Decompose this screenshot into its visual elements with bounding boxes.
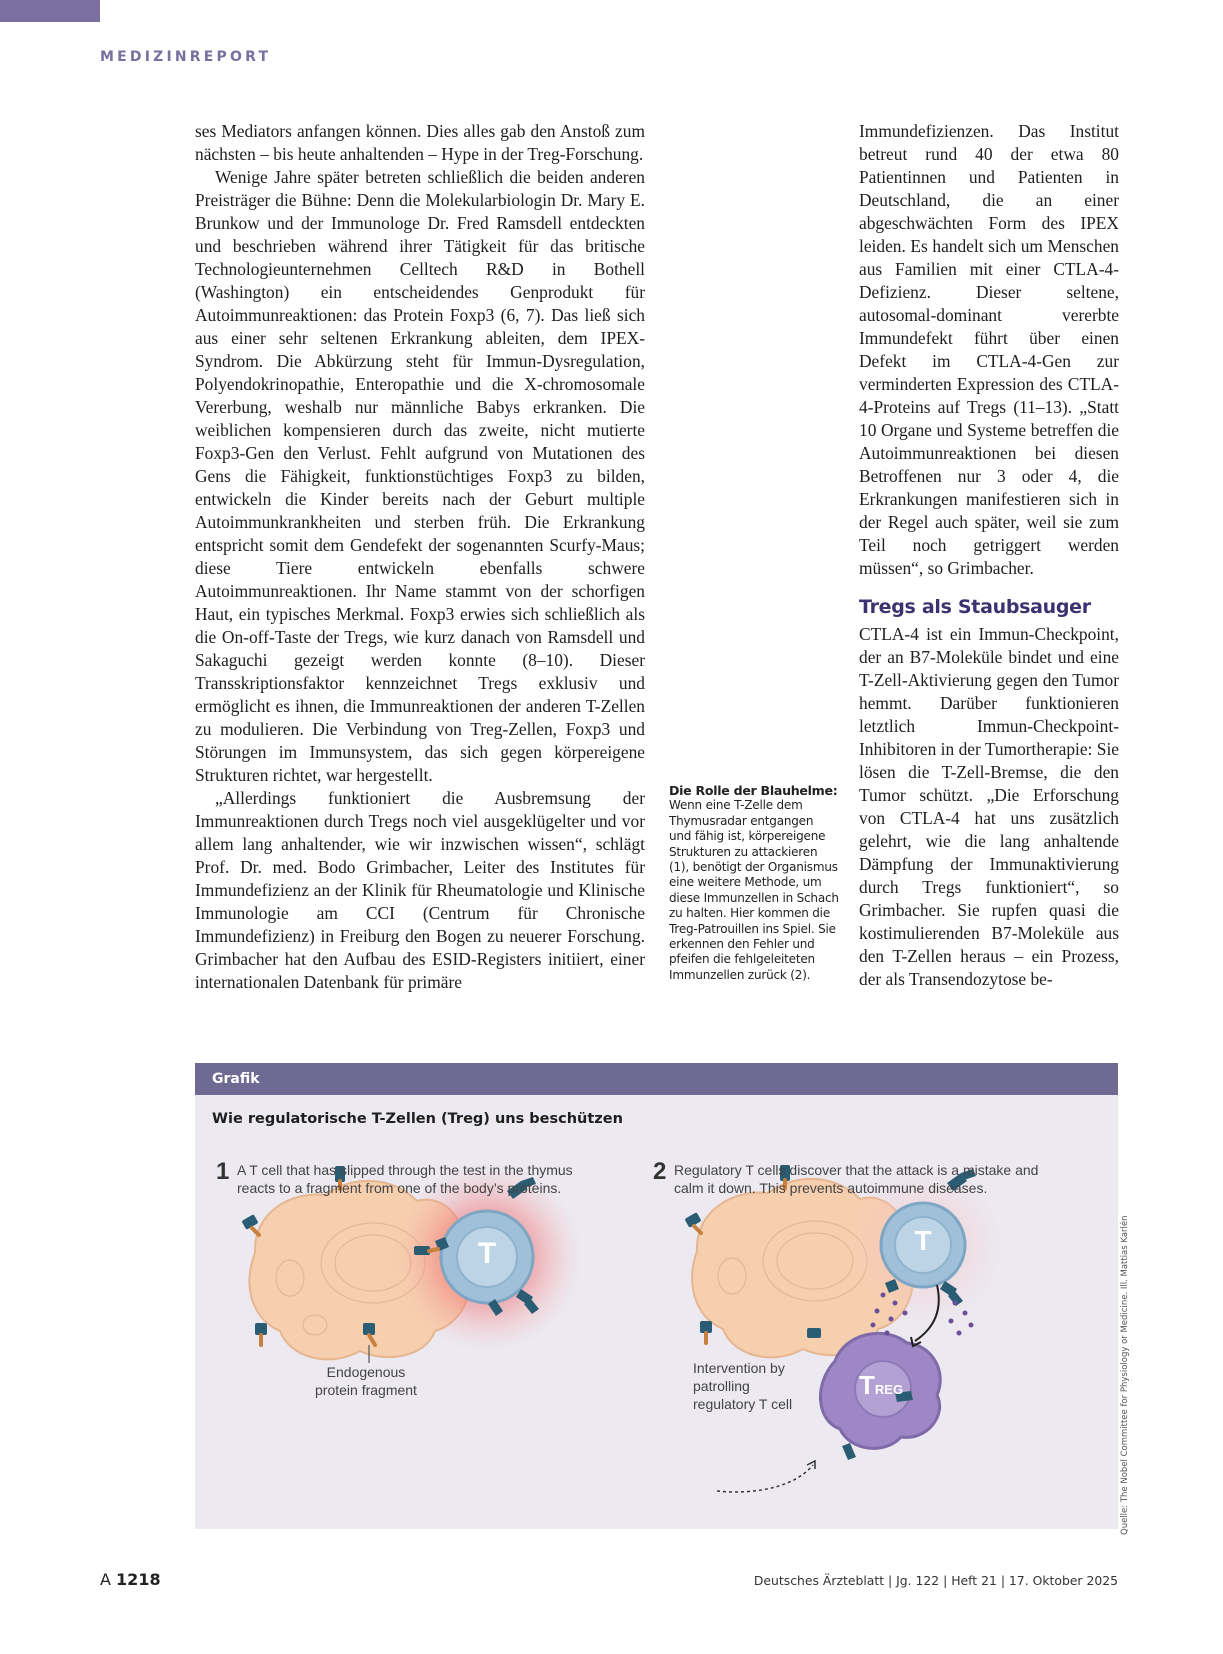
paragraph: Wenige Jahre später betreten schließlich die beiden anderen Preisträger die Bühne: Denn die Molekularbiologin Dr. Mary E. Brunkow und der Immunologe Dr. Fred Ramsdell entdeckten und beschrieben während ihrer Tätigkeit für das britische Technologieunternehmen Celltech R&D in Bothell (Washington) ein entscheidendes Genprodukt für Autoimmunreaktionen: das Protein Foxp3 (6, 7). Das ließ sich aus einer sehr seltenen Erkrankung ableiten, dem IPEX-Syndrom. Die Abkürzung steht für Immun-Dysregulation, Polyendokrinopathie, Enteropathie und die X-chromosomale Vererbung, weshalb nur männliche Babys erkranken. Die weiblichen kompensieren durch das zweite, nicht mutierte Foxp3-Gen den Verlust. Fehlt aufgrund von Mutationen des Gens die Fähigkeit, funktionstüchtiges Foxp3 zu bilden, entwickeln die Kinder bereits nach der Geburt multiple Autoimmunkrankheiten und sterben früh. Die Erkrankung entspricht somit dem Gendefekt der sogenannten Scurfy-Maus; diese Tiere entwickeln ebenfalls schwere Autoimmunreaktionen. Ihr Name stammt von der schorfigen Haut, ein typisches Merkmal. Foxp3 erwies sich schließlich als die On-off-Taste der Tregs, wie kurz danach von Ramsdell und Sakaguchi gezeigt werden konnte (8–10). Dieser Transskriptionsfaktor kennzeichnet Tregs exklusiv und ermöglicht es ihnen, die Immunreaktionen der anderen T-Zellen zu modulieren. Die Verbindung von Treg-Zellen, Foxp3 und Störungen im Immunsystem, das sich gegen körpereigene Strukturen richtet, war hergestellt. xyxy=(195,167,645,785)
step-1-line: reacts to a fragment from one of the body’s proteins. xyxy=(237,1180,562,1196)
fragment-label-line: protein fragment xyxy=(315,1382,417,1398)
figure-title: Wie regulatorische T-Zellen (Treg) uns beschützen xyxy=(212,1111,623,1127)
intervention-label xyxy=(693,1359,792,1413)
step-1-text xyxy=(237,1161,573,1197)
paragraph: ses Mediators anfangen können. Dies alles gab den Anstoß zum nächsten – bis heute anhaltenden – Hype in der Treg-Forschung. xyxy=(195,121,645,164)
treg-label xyxy=(859,1370,903,1401)
step-2-line: calm it down. This prevents autoimmune diseases. xyxy=(674,1180,988,1196)
subheading: Tregs als Staubsauger xyxy=(859,596,1091,618)
section-label: MEDIZINREPORT xyxy=(100,49,272,65)
journal-info: Deutsches Ärzteblatt | Jg. 122 | Heft 21 | 17. Oktober 2025 xyxy=(753,1573,1118,1588)
caption-title: Die Rolle der Blauhelme: xyxy=(669,783,838,798)
page-number xyxy=(100,1570,161,1589)
illustration xyxy=(195,1063,1118,1529)
treg-subscript: REG xyxy=(874,1382,904,1397)
fragment-label xyxy=(315,1363,417,1399)
step-1-line: A T cell that has slipped through the test in the thymus xyxy=(237,1162,573,1178)
page-number-value: 1218 xyxy=(116,1570,161,1589)
intervention-label-line: Intervention by xyxy=(693,1360,785,1376)
page-prefix: A xyxy=(100,1570,111,1589)
figure-panel xyxy=(195,1063,1118,1529)
paragraph: CTLA-4 ist ein Immun-Checkpoint, der an B7-Moleküle bindet und eine T-Zell-Aktivierung gegen den Tumor hemmt. Darüber funktionieren letztlich Immun-Checkpoint-Inhibitoren in der Tumortherapie: Sie lösen die T-Zell-Bremse, die den Tumor schützt. „Die Erforschung von CTLA-4 hat uns zusätzlich gelehrt, wie die lang anhaltende Dämpfung der Immunaktivierung durch Tregs funktioniert“, so Grimbacher. Sie rupfen quasi die kostimulierenden B7-Moleküle aus den T-Zellen heraus – ein Prozess, der als Transendozytose be- xyxy=(859,624,1119,989)
t-cell-label: T xyxy=(477,1237,497,1270)
step-2-number: 2 xyxy=(653,1158,667,1185)
left-text-column xyxy=(195,120,645,994)
fragment-label-line: Endogenous xyxy=(326,1364,406,1380)
paragraph: „Allerdings funktioniert die Ausbremsung der Immunreaktionen durch Tregs noch viel ausgeklügelter und vor allem lang anhaltender, wie wir inzwischen wissen“, schlägt Prof. Dr. med. Bodo Grimbacher, Leiter des Institutes für Immundefizienz an der Klinik für Rheumatologie und Klinische Immunologie am CCI (Centrum für Chronische Immundefizienz) in Freiburg den Bogen zu neuerer Forschung. Grimbacher hat den Aufbau des ESID-Registers initiiert, einer internationalen Datenbank für primäre xyxy=(195,788,645,992)
figure-bar: Grafik xyxy=(195,1063,1118,1095)
panel-2-illustration xyxy=(684,1165,1003,1492)
source-credit-text: Quelle: The Nobel Committee for Physiology or Medicine. Ill. Mattias Karlén xyxy=(1120,1215,1130,1535)
step-1-number: 1 xyxy=(216,1158,230,1185)
treg-letter: T xyxy=(859,1370,875,1400)
t-cell-label: T xyxy=(914,1225,932,1256)
intervention-label-line: patrolling xyxy=(693,1378,750,1394)
intervention-label-line: regulatory T cell xyxy=(693,1396,793,1412)
corner-accent-bar xyxy=(0,0,100,22)
figure-caption xyxy=(669,783,839,983)
source-credit xyxy=(1118,1215,1140,1535)
right-text-column xyxy=(859,120,1119,991)
paragraph: Immundefizienzen. Das Institut betreut rund 40 der etwa 80 Patientinnen und Patienten in Deutschland, die an einer abgeschwächten Form des IPEX leiden. Es handelt sich um Menschen aus Familien mit einer CTLA-4-Defizienz. Dieser seltene, autosomal-dominant vererbte Immundefekt führt über einen Defekt im CTLA-4-Gen zur verminderten Expression des CTLA-4-Proteins auf Tregs (11–13). „Statt 10 Organe und Systeme betreffen die Autoimmunreaktionen bei diesen Betroffenen nur 3 oder 4, die Erkrankungen manifestieren sich in der Regel auch später, weil sie zum Teil noch getriggert werden müssen“, so Grimbacher. xyxy=(859,121,1119,578)
patrol-path xyxy=(717,1465,813,1492)
step-2-text xyxy=(674,1161,1038,1197)
caption-text: Wenn eine T-Zelle dem Thymusradar entgangen und fähig ist, körpereigene Strukturen zu attackieren (1), benötigt der Organismus eine weitere Methode, um diese Immunzellen in Schach zu halten. Hier kommen die Treg-Patrouillen ins Spiel. Sie erkennen den Fehler und pfeifen die fehlgeleiteten Immunzellen zurück (2). xyxy=(669,798,839,982)
step-2-line: Regulatory T cells discover that the attack is a mistake and xyxy=(674,1162,1039,1178)
